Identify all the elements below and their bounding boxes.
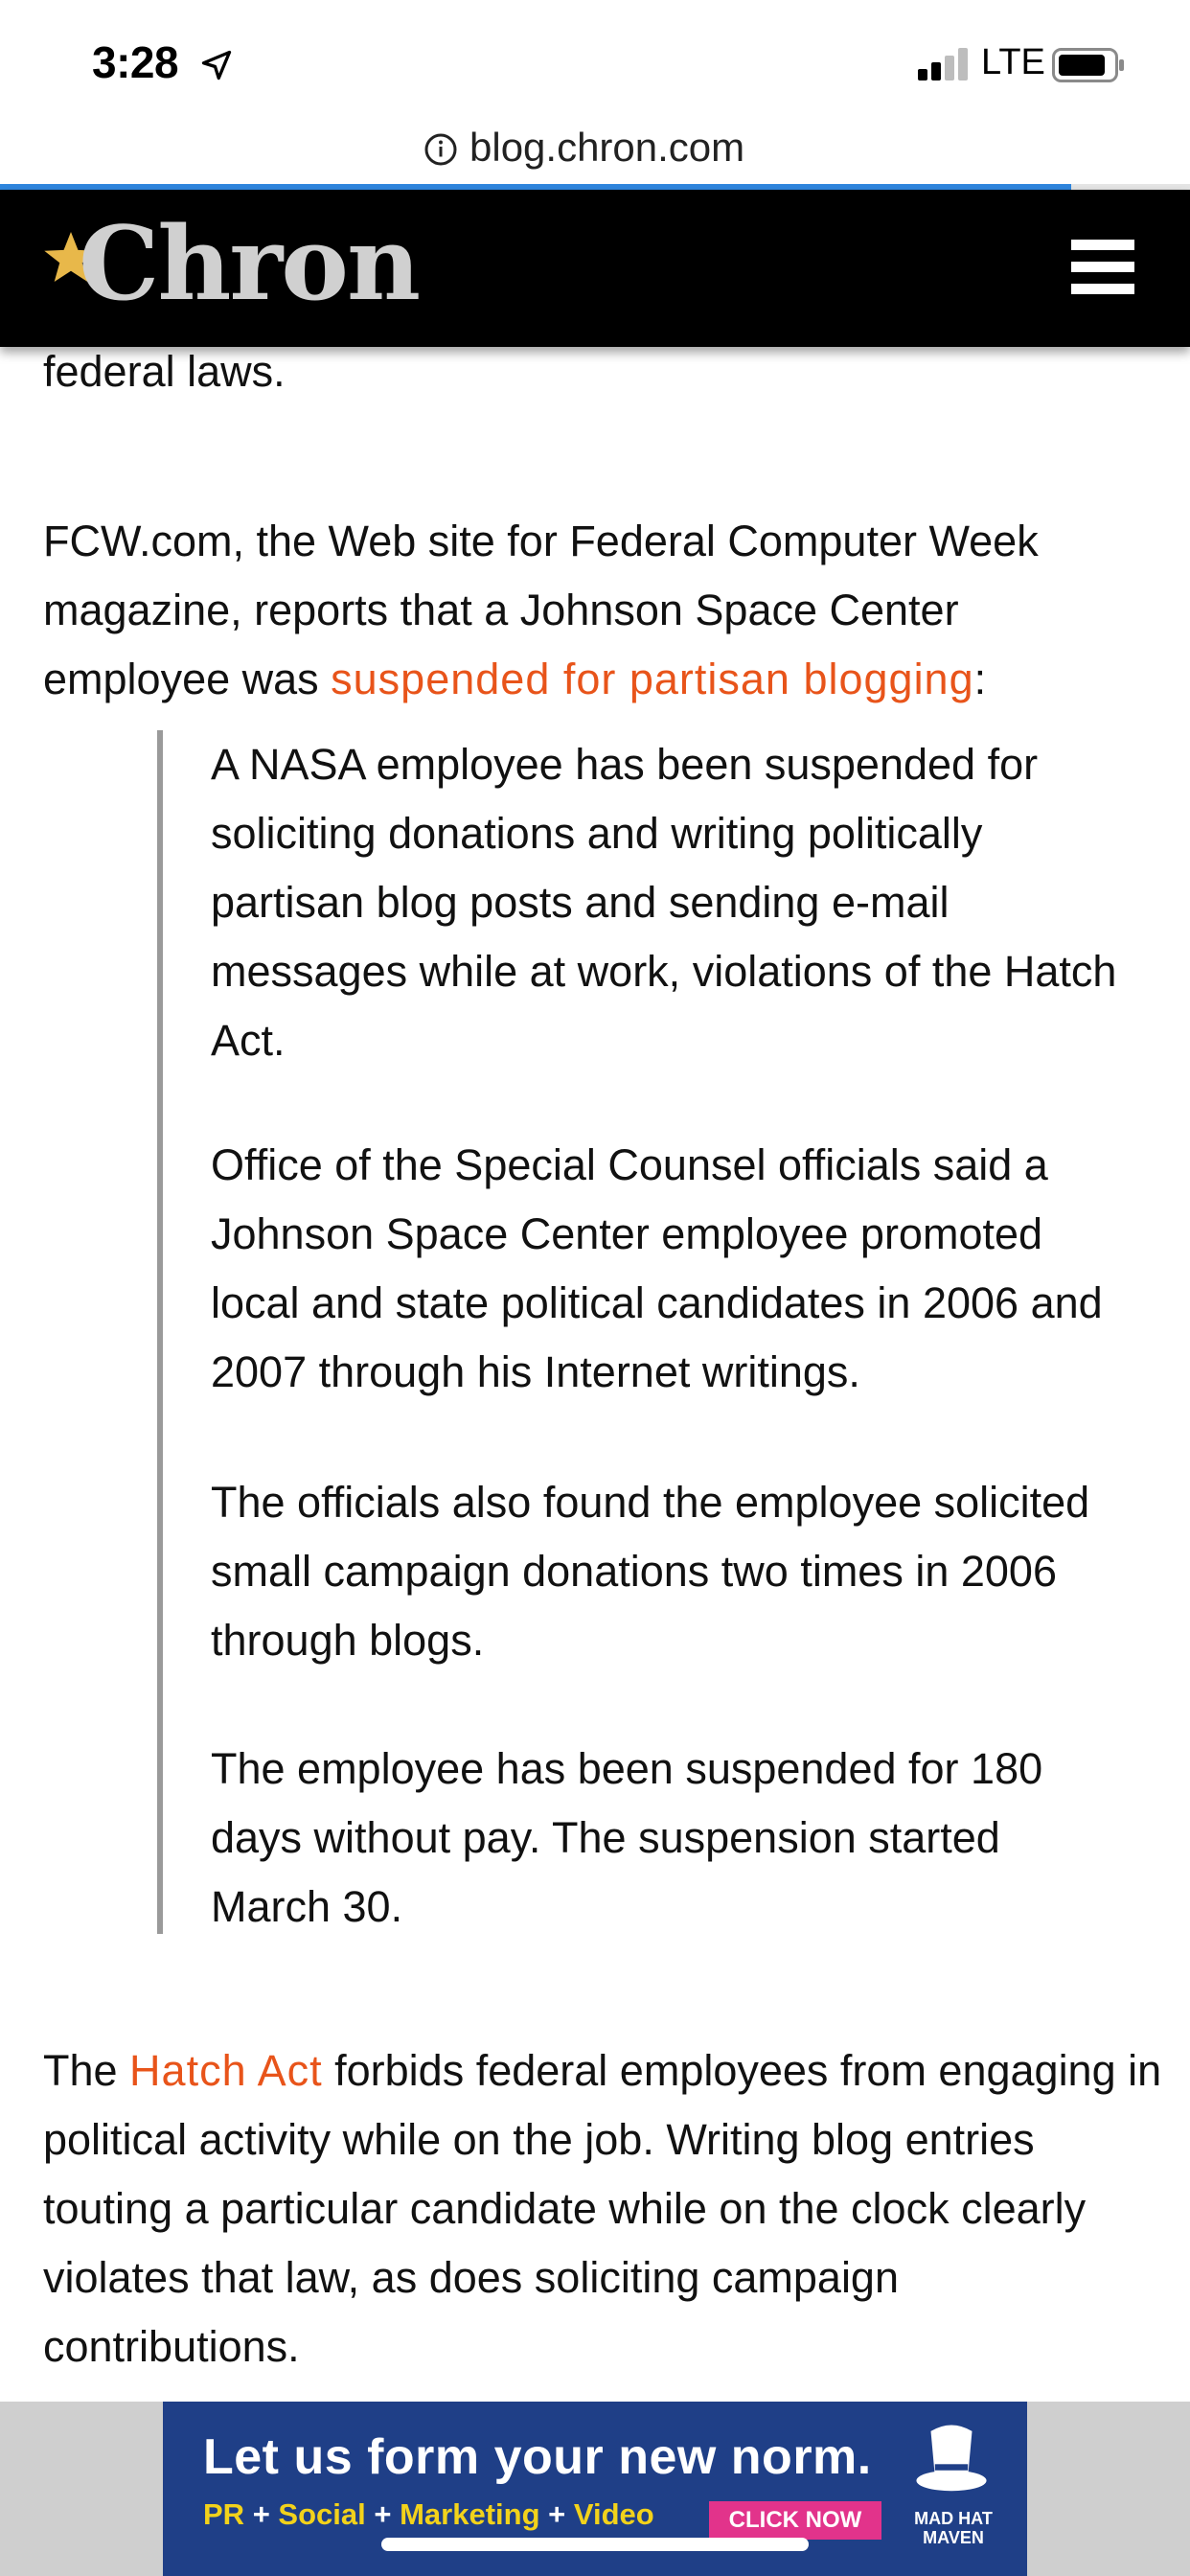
- ad-service: Social: [278, 2497, 366, 2531]
- status-time: 3:28: [92, 37, 179, 87]
- top-hat-icon: [910, 2419, 993, 2501]
- paragraph-text: forbids federal employees from engaging in political activity while on the job. Writing blog entries touting a particular candidate while on the clock clearly violates that law, as does soliciting campaign contributions.: [43, 2046, 1162, 2371]
- site-header: [0, 190, 1190, 347]
- url-text[interactable]: blog.chron.com: [469, 125, 745, 170]
- article-text-tail: federal laws.: [43, 347, 286, 396]
- status-bar: [0, 0, 1190, 115]
- blockquote: [157, 730, 1121, 1934]
- quote-paragraph: The employee has been suspended for 180 days without pay. The suspension started March 30.: [211, 1744, 1043, 1931]
- quote-paragraph: The officials also found the employee solicited small campaign donations two times in 2006 through blogs.: [211, 1478, 1090, 1665]
- article-paragraph: [43, 507, 1155, 714]
- address-bar[interactable]: [0, 115, 1190, 184]
- paragraph-text: FCW.com, the Web site for Federal Computer Week magazine, reports that a Johnson Space Center employee was: [43, 517, 1039, 703]
- ad-service: Marketing: [400, 2497, 540, 2531]
- battery-icon: [1052, 48, 1125, 82]
- ad-brand: MAD HAT MAVEN: [914, 2509, 993, 2547]
- site-logo[interactable]: Chron: [79, 203, 420, 323]
- ad-service: Video: [573, 2497, 654, 2531]
- network-type: LTE: [981, 42, 1045, 82]
- article-paragraph: [43, 2036, 1164, 2381]
- hatch-act-link[interactable]: Hatch Act: [129, 2046, 323, 2095]
- signal-strength-icon: [918, 48, 970, 80]
- ad-service: PR: [203, 2497, 245, 2531]
- location-arrow-icon: [199, 48, 234, 82]
- quote-paragraph: Office of the Special Counsel officials said a Johnson Space Center employee promoted local and state political candidates in 2006 and 2007 through his Internet writings.: [211, 1140, 1103, 1396]
- hamburger-menu-icon[interactable]: [1071, 240, 1134, 295]
- home-indicator[interactable]: [381, 2538, 809, 2551]
- menu-line: [1071, 284, 1134, 294]
- menu-line: [1071, 262, 1134, 272]
- quote-paragraph: A NASA employee has been suspended for soliciting donations and writing politically partisan blog posts and sending e-mail messages while at work, violations of the Hatch Act.: [211, 740, 1117, 1065]
- suspended-blogging-link[interactable]: suspended for partisan blogging: [331, 655, 974, 703]
- paragraph-text: The: [43, 2046, 130, 2095]
- ad-headline: Let us form your new norm.: [203, 2429, 872, 2485]
- menu-line: [1071, 240, 1134, 250]
- info-icon[interactable]: [423, 132, 458, 167]
- ad-click-now-button[interactable]: CLICK NOW: [709, 2501, 881, 2540]
- ad-services: PR + Social + Marketing + Video: [203, 2497, 654, 2531]
- paragraph-text: :: [973, 655, 987, 703]
